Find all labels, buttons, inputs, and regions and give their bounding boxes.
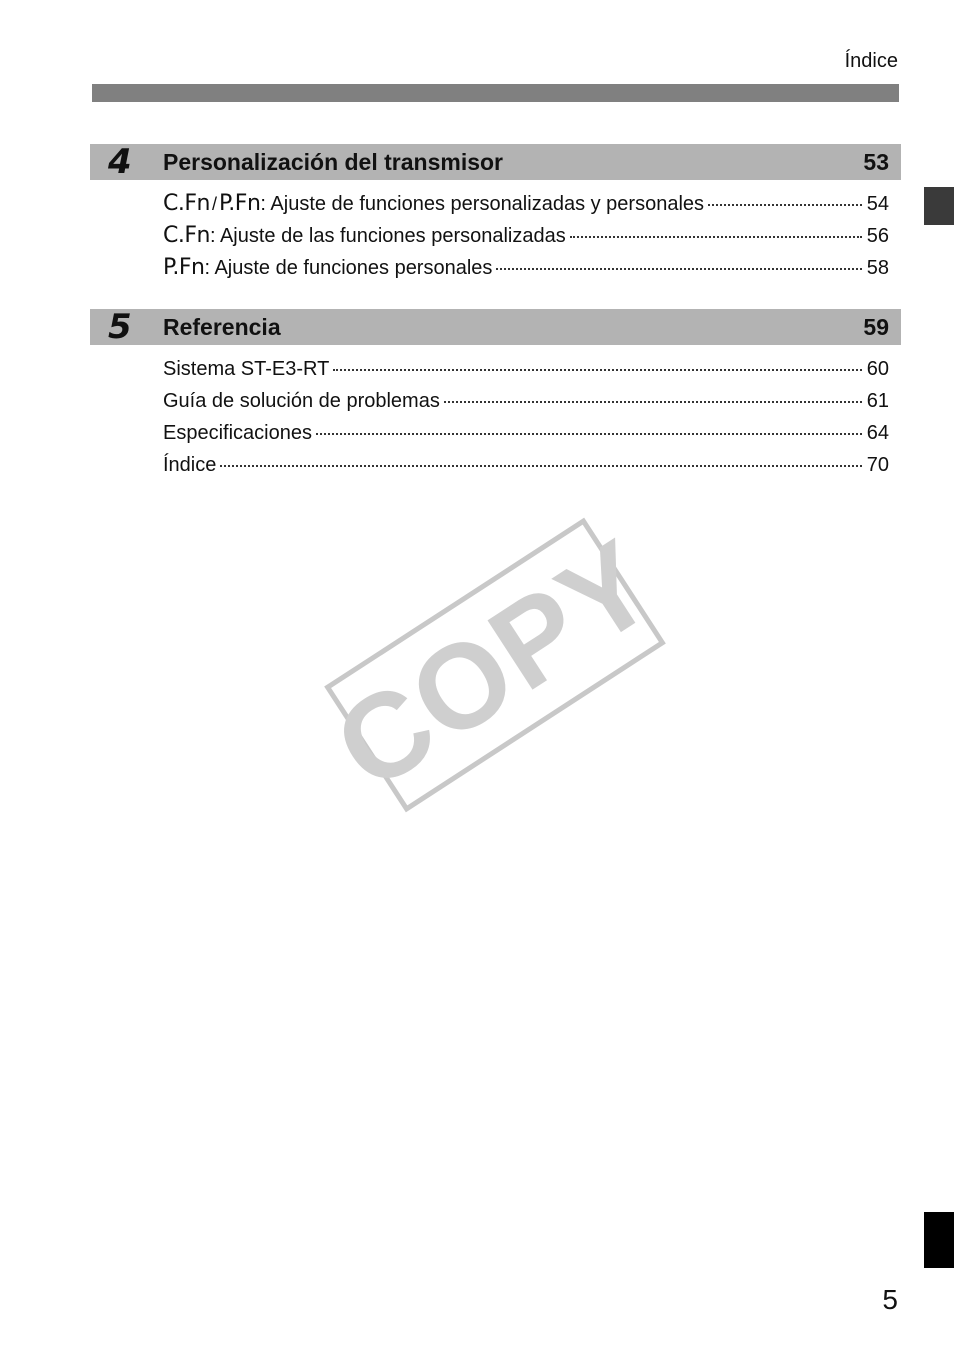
- page-number: 5: [882, 1284, 898, 1315]
- entry-page: 60: [866, 358, 889, 380]
- entry-page: 70: [866, 454, 889, 476]
- toc-entry[interactable]: [163, 385, 889, 417]
- toc-entry[interactable]: [163, 188, 889, 220]
- dot-leader: [496, 258, 861, 270]
- dot-leader: [444, 391, 862, 403]
- entry-label: [163, 220, 566, 252]
- toc-entry[interactable]: [163, 220, 889, 252]
- dot-leader: [220, 455, 861, 467]
- toc-entry[interactable]: [163, 252, 889, 284]
- toc-entry[interactable]: [163, 417, 889, 449]
- cfn-symbol: C.Fn: [163, 191, 210, 216]
- entry-text: : Ajuste de funciones personales: [204, 257, 493, 279]
- chapter-bar-4: [90, 144, 901, 180]
- chapter-number: 4: [108, 142, 132, 182]
- chapter-5-entries: [163, 353, 889, 481]
- dot-leader: [333, 359, 861, 371]
- side-thumb-tab-bottom: [924, 1212, 954, 1268]
- entry-text: Índice: [163, 454, 217, 476]
- chapter-number: 5: [108, 307, 132, 347]
- entry-page: 58: [866, 257, 889, 279]
- chapter-page: 59: [863, 314, 889, 340]
- chapter-bar-5: [90, 309, 901, 345]
- entry-text: Guía de solución de problemas: [163, 390, 440, 412]
- entry-page: 64: [866, 422, 889, 444]
- entry-text: Especificaciones: [163, 422, 312, 444]
- dot-leader: [570, 226, 862, 238]
- entry-page: 54: [866, 193, 889, 215]
- entry-page: 61: [866, 390, 889, 412]
- copy-watermark: COPY: [312, 514, 678, 816]
- pfn-symbol: P.Fn: [218, 191, 261, 216]
- toc-entry[interactable]: [163, 449, 889, 481]
- dot-leader: [316, 423, 862, 435]
- dot-leader: [708, 194, 862, 206]
- chapter-title: Personalización del transmisor: [163, 149, 504, 175]
- top-rule: [92, 84, 899, 102]
- entry-text: : Ajuste de funciones personalizadas y personales: [260, 193, 705, 215]
- separator: /: [211, 194, 217, 214]
- pfn-symbol: P.Fn: [163, 255, 205, 280]
- entry-page: 56: [866, 225, 889, 247]
- chapter-4-entries: [163, 188, 889, 284]
- side-thumb-tab: [924, 187, 954, 225]
- entry-label: [163, 252, 492, 284]
- running-head: Índice: [844, 50, 898, 72]
- chapter-title: Referencia: [163, 314, 281, 340]
- entry-text: : Ajuste de las funciones personalizadas: [209, 225, 566, 247]
- cfn-symbol: C.Fn: [163, 223, 210, 248]
- entry-text: Sistema ST-E3-RT: [163, 358, 330, 380]
- entry-label: [163, 188, 704, 220]
- toc-entry[interactable]: [163, 353, 889, 385]
- chapter-page: 53: [863, 149, 889, 175]
